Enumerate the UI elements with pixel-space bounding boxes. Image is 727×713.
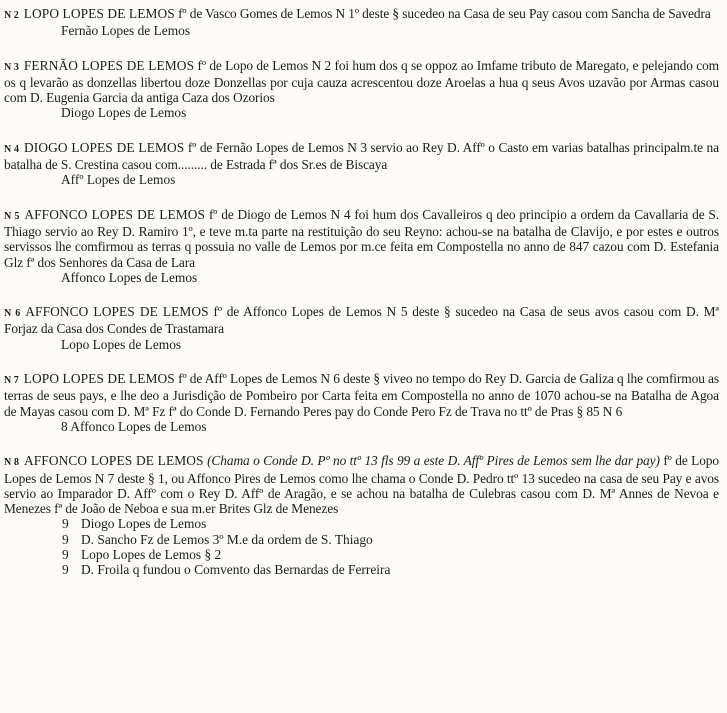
entry-n8 (4, 453, 719, 577)
entry-paragraph (4, 207, 719, 270)
child-row (62, 532, 719, 547)
child-name: Diogo Lopes de Lemos (81, 516, 207, 532)
entry-n4 (4, 140, 719, 188)
child-row (62, 562, 719, 577)
child-name: Lopo Lopes de Lemos § 2 (81, 547, 222, 563)
entry-number: N 3 (4, 61, 19, 73)
entry-paragraph (4, 58, 719, 106)
child-number: 9 (62, 562, 69, 578)
entry-name: AFFONCO LOPES DE LEMOS (23, 453, 204, 469)
entry-name: AFFONCO LOPES DE LEMOS (24, 206, 206, 222)
entry-child: Affonco Lopes de Lemos (61, 269, 198, 285)
entry-paragraph (4, 371, 719, 419)
entry-paragraph (4, 140, 719, 173)
entry-child: 8 Affonco Lopes de Lemos (61, 418, 207, 434)
entry-paragraph (4, 6, 719, 23)
entry-text: fº de Vasco Gomes de Lemos N 1º deste § sucedeo na Casa de seu Pay casou com Sancha de Savedra (178, 6, 711, 21)
entry-name: DIOGO LOPES DE LEMOS (24, 139, 185, 155)
entry-paragraph (4, 453, 719, 516)
child-row (62, 516, 719, 531)
child-number: 9 (62, 547, 69, 563)
child-number: 9 (62, 516, 69, 532)
entry-number: N 4 (4, 143, 20, 155)
entry-number: N 5 (4, 210, 20, 222)
entry-number: N 7 (4, 375, 19, 387)
children-list (4, 516, 719, 577)
entry-text: fº de Affº Lopes de Lemos N 6 deste § viveo no tempo do Rey D. Garcia de Galiza q lhe comfirmou as terras de seus pays, e lhe deo a Jurisdição de Pombeiro por Carta feita em Compostella no anno de 1070 achou-se na Batalha de Agoa de Mayas casou com D. Mª Fz fª do Conde D. Fernando Peres pay do Conde Pero Fz de Trava no ttº de Pras § 85 N 6 (4, 371, 719, 419)
entry-text: fº de Fernão Lopes de Lemos N 3 servio ao Rey D. Affº o Casto em varias batalhas principalm.te na batalha de S. Crestina casou com......... de Estrada fª dos Sr.es de Biscaya (4, 139, 719, 173)
entry-n6 (4, 304, 719, 352)
entry-n2 (4, 6, 719, 39)
entry-child: Diogo Lopes de Lemos (61, 105, 187, 121)
entry-paragraph (4, 304, 719, 337)
entry-child: Fernão Lopes de Lemos (61, 23, 191, 39)
entry-name: LOPO LOPES DE LEMOS (23, 371, 175, 387)
entry-text: fº de Lopo Lopes de Lemos N 7 deste § 1, ou Affonco Pires de Lemos como lhe chama o Conde D. Pedro ttº 13 sucedeo na casa de seu Pay e avos servio ao Imparador D. Affº com o Rey D. Affº de Aragão, e se achou na batalha de Culebras casou com D. Mª Annes de Nevoa e Menezes fª de João de Neboa e sua m.er Brites Glz de Menezes (4, 453, 720, 517)
entry-name: FERNÃO LOPES DE LEMOS (23, 57, 195, 73)
entry-child: Lopo Lopes de Lemos (61, 336, 182, 352)
entry-number: N 2 (4, 10, 19, 21)
entry-name: LOPO LOPES DE LEMOS (23, 6, 175, 21)
entry-n5 (4, 207, 719, 285)
entry-name: AFFONCO LOPES DE LEMOS (25, 304, 209, 320)
entry-text: fº de Diogo de Lemos N 4 foi hum dos Cavalleiros q deo principio a ordem da Cavallaria de S. Thiago servio ao Rey D. Ramiro 1º, e teve m.ta parte na restituição do seu Reyno: achou-se na batalha de Clavijo, e por estes e outros servissos lhe comfirmou as terras q possuia no valle de Lemos por m.ce feita em Compostella no anno de 847 cazou com D. Estefania Glz fª dos Senhores da Casa de Lara (4, 206, 719, 270)
entry-number: N 6 (4, 308, 21, 320)
entry-child: Affº Lopes de Lemos (61, 172, 176, 188)
entry-text: fº de Lopo de Lemos N 2 foi hum dos q se oppoz ao Imfame tributo de Maregato, e pelejando com os q levarão as donzellas libertou doze Donzellas por cuja cauza acrescentou doze Aroelas a hua q seus Avos uzavão por Armas casou com D. Eugenia Garcia da antiga Caza dos Ozorios (4, 57, 719, 106)
child-name: D. Froila q fundou o Comvento das Bernardas de Ferreira (81, 562, 391, 578)
entry-number: N 8 (4, 457, 19, 469)
child-name: D. Sancho Fz de Lemos 3º M.e da ordem de S. Thiago (81, 531, 373, 547)
entry-text: fº de Affonco Lopes de Lemos N 5 deste § sucedeo na Casa de seus avos casou com D. Mª Forjaz da Casa dos Condes de Trastamara (4, 304, 720, 337)
child-row (62, 547, 719, 562)
entry-n3 (4, 58, 719, 121)
entry-n7 (4, 371, 719, 434)
child-number: 9 (62, 531, 69, 547)
entry-note: (Chama o Conde D. Pº no ttº 13 fls 99 a este D. Affº Pires de Lemos sem lhe dar pay) (207, 453, 660, 469)
